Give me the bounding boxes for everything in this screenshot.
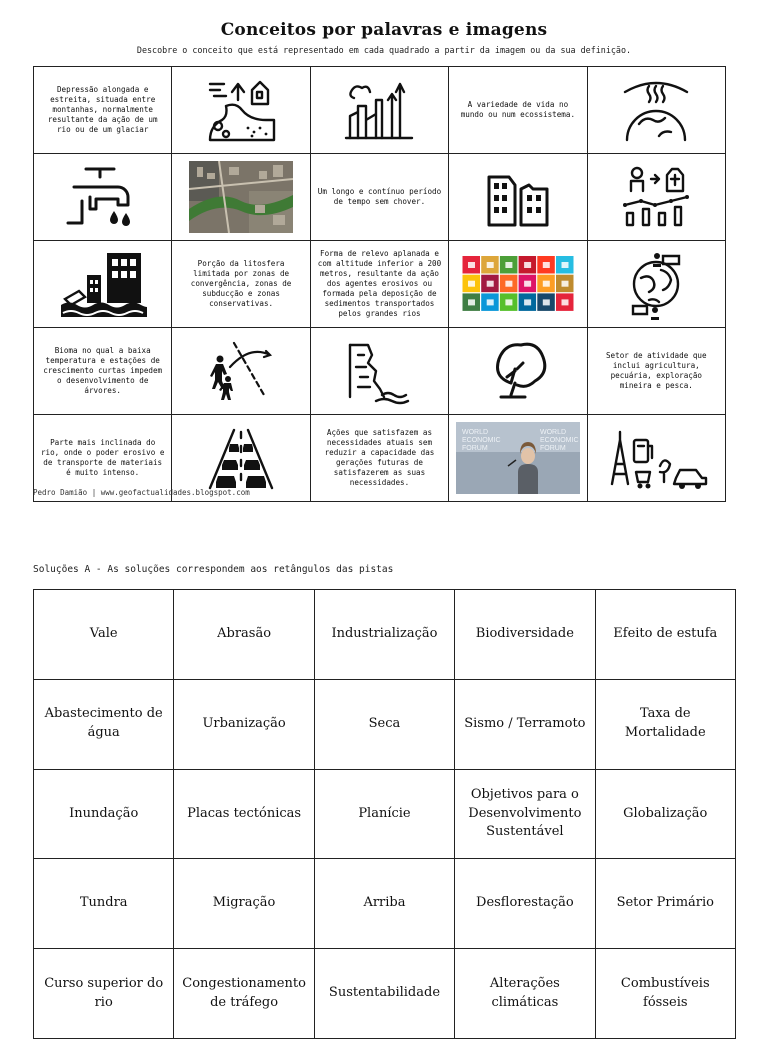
solution-cell: Globalização bbox=[595, 769, 735, 859]
solution-cell: Abastecimento de água bbox=[34, 679, 174, 769]
sdg-tile-glyph bbox=[505, 262, 512, 268]
fallen-tree-icon bbox=[481, 337, 555, 405]
solution-cell: Placas tectónicas bbox=[174, 769, 314, 859]
clue-text: Bioma no qual a baixa temperatura e estações de crescimento curtas impedem o desenvolvimento de árvores. bbox=[43, 346, 163, 395]
clue-cell bbox=[34, 241, 172, 328]
sdg-tile-glyph bbox=[468, 281, 475, 287]
cliff-icon bbox=[342, 337, 416, 405]
solution-cell: Inundação bbox=[34, 769, 174, 859]
clue-cell bbox=[310, 415, 448, 502]
damaged-buildings-icon bbox=[481, 163, 555, 231]
solution-cell: Curso superior do rio bbox=[34, 949, 174, 1039]
solutions-row bbox=[34, 679, 736, 769]
solution-cell: Vale bbox=[34, 590, 174, 680]
clue-cell bbox=[310, 328, 448, 415]
clue-cell bbox=[172, 67, 310, 154]
solutions-row bbox=[34, 949, 736, 1039]
sdg-tile-glyph bbox=[487, 262, 494, 268]
sdg-tile-glyph bbox=[505, 299, 512, 305]
clue-cell bbox=[34, 154, 172, 241]
clue-cell bbox=[449, 415, 587, 502]
credit-line: Pedro Damião | www.geofactualidades.blogspot.com bbox=[33, 488, 250, 497]
solutions-row bbox=[34, 590, 736, 680]
solution-cell: Sismo / Terramoto bbox=[455, 679, 595, 769]
factory-growth-icon bbox=[342, 76, 416, 144]
solution-cell: Congestionamento de tráfego bbox=[174, 949, 314, 1039]
clue-cell bbox=[449, 154, 587, 241]
speaker-photo bbox=[456, 422, 580, 494]
sdg-tile-glyph bbox=[524, 281, 531, 287]
svg-text:ECONOMIC: ECONOMIC bbox=[539, 437, 579, 444]
clue-text: Setor de atividade que inclui agricultura, pecuária, exploração mineira e pesca. bbox=[605, 351, 707, 390]
sdg-tile-glyph bbox=[524, 299, 531, 305]
clue-cell bbox=[310, 67, 448, 154]
solution-cell: Desflorestação bbox=[455, 859, 595, 949]
flooded-city-icon bbox=[57, 249, 149, 319]
clue-cell bbox=[587, 328, 725, 415]
sdg-goals-grid bbox=[462, 254, 574, 314]
sdg-tile-glyph bbox=[543, 262, 550, 268]
sdg-tile-glyph bbox=[561, 262, 568, 268]
solution-cell: Objetivos para o Desenvolvimento Sustentável bbox=[455, 769, 595, 859]
water-tap-icon bbox=[64, 163, 142, 231]
clue-cell bbox=[587, 67, 725, 154]
clue-cell bbox=[172, 241, 310, 328]
sdg-tile-glyph bbox=[561, 281, 568, 287]
svg-text:FORUM: FORUM bbox=[461, 445, 488, 452]
clue-cell bbox=[587, 415, 725, 502]
clue-cell bbox=[34, 328, 172, 415]
page-subtitle: Descobre o conceito que está representado em cada quadrado a partir da imagem ou da sua definição. bbox=[136, 45, 632, 55]
sdg-tile-glyph bbox=[468, 299, 475, 305]
solutions-row bbox=[34, 859, 736, 949]
solution-cell: Arriba bbox=[314, 859, 454, 949]
solution-cell: Setor Primário bbox=[595, 859, 735, 949]
forum-logo-left: WORLD bbox=[461, 429, 488, 436]
sdg-tile-glyph bbox=[487, 299, 494, 305]
clue-text: Ações que satisfazem as necessidades atuais sem reduzir a capacidade das gerações futuras de satisfazerem as suas necessidades. bbox=[324, 428, 435, 487]
clue-cell bbox=[34, 67, 172, 154]
solution-cell: Combustíveis fósseis bbox=[595, 949, 735, 1039]
clue-cell bbox=[449, 328, 587, 415]
sdg-tile-glyph bbox=[561, 299, 568, 305]
sdg-tile-glyph bbox=[543, 281, 550, 287]
solutions-row bbox=[34, 769, 736, 859]
clues-grid bbox=[33, 66, 726, 502]
landslide-icon bbox=[204, 76, 278, 144]
clue-text: Porção da litosfera limitada por zonas de convergência, zonas de subducção e zonas conservativas. bbox=[190, 259, 292, 308]
clue-cell bbox=[310, 154, 448, 241]
solution-cell: Planície bbox=[314, 769, 454, 859]
solution-cell: Industrialização bbox=[314, 590, 454, 680]
clue-cell bbox=[449, 241, 587, 328]
solution-cell: Urbanização bbox=[174, 679, 314, 769]
svg-text:ECONOMIC: ECONOMIC bbox=[461, 437, 501, 444]
solution-cell: Alterações climáticas bbox=[455, 949, 595, 1039]
clue-text: Parte mais inclinada do rio, onde o poder erosivo e de transporte de materiais é muito intenso. bbox=[40, 438, 165, 477]
solutions-grid bbox=[33, 589, 736, 1039]
page-title: Conceitos por palavras e imagens bbox=[220, 20, 548, 40]
fossil-fuels-icon bbox=[604, 424, 708, 492]
clue-cell bbox=[172, 328, 310, 415]
solution-cell: Abrasão bbox=[174, 590, 314, 680]
hot-earth-icon bbox=[619, 76, 693, 144]
sdg-tile-glyph bbox=[487, 281, 494, 287]
global-network-icon bbox=[619, 248, 693, 320]
mortality-chart-icon bbox=[619, 163, 693, 231]
clue-text: Um longo e contínuo período de tempo sem chover. bbox=[317, 187, 442, 206]
migration-icon bbox=[204, 337, 278, 405]
solution-cell: Migração bbox=[174, 859, 314, 949]
clue-cell bbox=[587, 241, 725, 328]
solution-cell: Taxa de Mortalidade bbox=[595, 679, 735, 769]
solution-cell: Efeito de estufa bbox=[595, 590, 735, 680]
sdg-tile-glyph bbox=[468, 262, 475, 268]
solutions-heading: Soluções A - As soluções correspondem aos retângulos das pistas bbox=[33, 564, 394, 575]
clue-text: Forma de relevo aplanada e com altitude inferior a 200 metros, resultante da ação dos agentes erosivos ou formada pela deposição de sedimentos transportados pelos grandes rios bbox=[317, 249, 442, 318]
svg-text:FORUM: FORUM bbox=[539, 445, 566, 452]
clue-cell bbox=[172, 154, 310, 241]
solution-cell: Sustentabilidade bbox=[314, 949, 454, 1039]
clue-text: Depressão alongada e estreita, situada entre montanhas, normalmente resultante da ação de um rio ou de um glaciar bbox=[47, 85, 158, 134]
clue-text: A variedade de vida no mundo ou num ecossistema. bbox=[460, 100, 576, 119]
city-aerial-photo bbox=[189, 161, 293, 233]
solution-cell: Biodiversidade bbox=[455, 590, 595, 680]
svg-text:WORLD: WORLD bbox=[539, 429, 566, 436]
clue-cell bbox=[449, 67, 587, 154]
sdg-tile-glyph bbox=[524, 262, 531, 268]
sdg-tile-glyph bbox=[505, 281, 512, 287]
sdg-tile-glyph bbox=[543, 299, 550, 305]
solution-cell: Tundra bbox=[34, 859, 174, 949]
solution-cell: Seca bbox=[314, 679, 454, 769]
traffic-jam-icon bbox=[204, 424, 278, 492]
clue-cell bbox=[310, 241, 448, 328]
clue-cell bbox=[587, 154, 725, 241]
